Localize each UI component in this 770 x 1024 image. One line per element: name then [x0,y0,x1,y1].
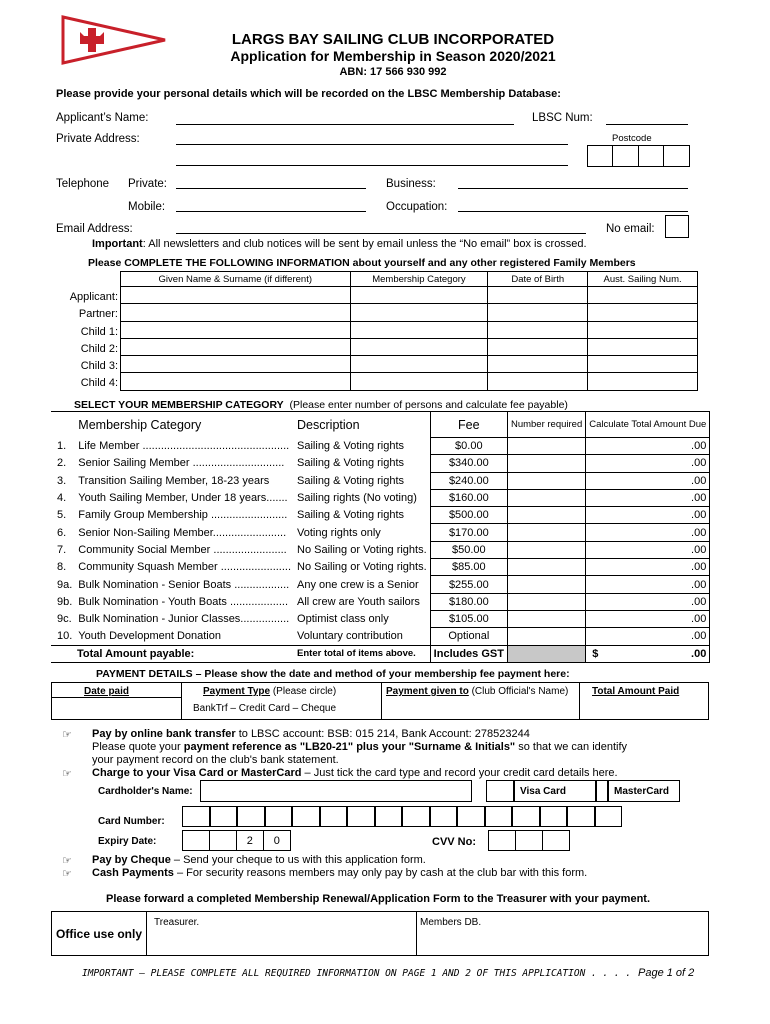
category-fee: $0.00 [430,438,507,455]
cell[interactable] [121,356,351,373]
table-row [51,524,710,541]
category-description: Sailing rights (No voting) [297,492,417,505]
table-row [51,628,710,645]
total-amount-input[interactable]: .00 [586,455,710,472]
number-required-input[interactable] [507,593,585,610]
row-number: 8. [57,561,67,574]
cell[interactable] [588,338,698,355]
mastercard-label: MasterCard [614,786,670,797]
membership-category-table [51,411,710,663]
cell[interactable] [588,373,698,390]
category-description: Sailing & Voting rights [297,457,405,470]
divider [381,682,382,720]
office-use-label: Office use only [56,927,143,941]
cardholder-input[interactable] [200,780,472,802]
row-label-child-2: Child 2: [80,342,118,355]
cell[interactable] [350,321,488,338]
card-number-box[interactable] [595,806,623,827]
club-burgee-logo [60,14,168,66]
col-fee: Fee [430,412,507,438]
occupation-label: Occupation: [386,201,448,213]
category-fee: $170.00 [430,524,507,541]
col-description: Description [294,412,430,438]
mastercard-checkbox[interactable] [596,780,608,802]
number-required-input[interactable] [507,610,585,627]
table-row [121,373,698,390]
total-amount-input[interactable]: .00 [586,438,710,455]
postcode-box-4[interactable] [663,145,690,167]
pointing-hand-icon: ☞ [62,867,72,880]
total-amount-input[interactable]: .00 [586,576,710,593]
footer-important: IMPORTANT – PLEASE COMPLETE ALL REQUIRED INFORMATION ON PAGE 1 AND 2 OF THIS APPLICATION . . . . [82,968,632,979]
category-name: Bulk Nomination - Senior Boats .................. [78,578,290,591]
bank-text: to LBSC account: BSB: 015 214, Bank Account: 278523244 [235,728,530,740]
expiry-text: Expiry Date [98,836,154,847]
postcode-box-2[interactable] [612,145,639,167]
cardholder-label: Cardholder's Name: [98,786,193,797]
private-phone-input[interactable] [176,188,366,189]
no-email-label: No email: [606,223,655,235]
expiry-box-1[interactable] [182,830,210,851]
card-number-box[interactable] [182,806,210,827]
category-description: Any one crew is a Senior [297,578,419,591]
cell[interactable] [121,287,351,304]
family-row-labels [56,289,118,393]
category-fee: $500.00 [430,507,507,524]
category-fee: $180.00 [430,593,507,610]
cell[interactable] [588,321,698,338]
address-line-1[interactable] [176,144,568,145]
cell[interactable] [121,373,351,390]
mobile-label: Mobile: [128,201,166,213]
table-row [121,321,698,338]
row-label-partner: Partner: [78,308,118,321]
category-name: Bulk Nomination - Youth Boats ................... [78,595,289,608]
includes-gst: Includes GST [430,645,507,662]
total-amount-input[interactable]: .00 [586,628,710,645]
cardholder-text: Cardholder's Name [98,786,190,797]
members-db-label: Members DB. [420,917,482,928]
col-date-of-birth: Date of Birth [488,272,588,287]
table-row [51,455,710,472]
card-number-box[interactable] [485,806,513,827]
page-number: Page 1 of 2 [638,967,695,979]
total-label: Total Amount payable: [51,645,294,662]
cell[interactable] [488,373,588,390]
expiry-label: Expiry Date: [98,836,157,847]
cell[interactable] [350,356,488,373]
total-amount-input[interactable]: .00 [586,472,710,489]
category-description: Sailing & Voting rights [297,474,405,487]
lbsc-num-label: LBSC Num: [532,112,593,124]
category-description: Optimist class only [297,613,389,626]
category-fee: $240.00 [430,472,507,489]
table-row [51,489,710,506]
divider [146,911,147,956]
row-label-child-1: Child 1: [80,325,118,338]
cvv-label: CVV No: [432,836,477,848]
personal-intro: Please provide your personal details which will be recorded on the LBSC Membership Database: [56,88,561,100]
telephone-label: Telephone [56,178,110,190]
row-number: 6. [57,526,67,539]
category-name: Family Group Membership ......................... [78,509,288,522]
card-number-box[interactable] [375,806,403,827]
card-number-box[interactable] [512,806,540,827]
cell[interactable] [121,321,351,338]
total-amount-input[interactable]: .00 [586,610,710,627]
col-membership-category: Membership Category [350,272,488,287]
number-required-input[interactable] [507,489,585,506]
category-heading-line [74,399,568,411]
table-row [51,610,710,627]
total-value: .00 [691,647,707,660]
lbsc-num-input[interactable] [606,124,688,125]
row-number: 5. [57,509,67,522]
row-number: 7. [57,543,67,556]
important-text: : All newsletters and club notices will be sent by email unless the “No email” box is crossed. [142,238,587,250]
cell[interactable] [350,287,488,304]
cash-bold: Cash Payments [92,867,174,879]
cvv-box-3[interactable] [542,830,570,851]
postcode-box-1[interactable] [587,145,613,167]
category-fee: $50.00 [430,541,507,558]
category-name: Senior Non-Sailing Member........................ [78,526,287,539]
number-required-input[interactable] [507,438,585,455]
cash-text: – For security reasons members may only pay by cash at the club bar with this form. [173,867,588,879]
category-name: Bulk Nomination - Junior Classes................ [78,613,290,626]
col-sailing-num: Aust. Sailing Num. [588,272,698,287]
payment-type-label [203,686,336,697]
row-label-child-4: Child 4: [80,377,118,390]
cheque-bold: Pay by Cheque [92,854,171,866]
card-line [92,767,618,779]
category-description: Voluntary contribution [297,630,403,643]
number-required-input[interactable] [507,576,585,593]
given-to-note: (Club Official's Name) [468,686,569,697]
pointing-hand-icon: ☞ [62,767,72,780]
cell[interactable] [588,304,698,321]
card-number-box[interactable] [265,806,293,827]
category-fee: $160.00 [430,489,507,506]
quote-bold: payment reference as "LB20-21" plus your "Surname & Initials" [183,741,516,753]
private-phone-label: Private: [128,178,167,190]
total-grey-cell [507,645,585,662]
cell[interactable] [488,304,588,321]
category-fee: $105.00 [430,610,507,627]
category-name: Life Member ................................................ [78,440,290,453]
card-text: – Just tick the card type and record your credit card details here. [301,767,618,779]
row-number: 3. [57,474,67,487]
address-line-2[interactable] [176,165,568,166]
payment-type: Payment Type [203,686,271,697]
row-number: 1. [57,440,67,453]
cheque-line [92,854,426,866]
email-input[interactable] [176,233,586,234]
cell[interactable] [488,338,588,355]
category-description: Sailing & Voting rights [297,509,405,522]
number-required-input[interactable] [507,524,585,541]
category-name: Senior Sailing Member .............................. [78,457,285,470]
number-required-input[interactable] [507,559,585,576]
total-amount-input[interactable]: .00 [586,489,710,506]
row-number: 9a. [57,578,73,591]
card-number-box[interactable] [292,806,320,827]
expiry-box-4[interactable]: 0 [263,830,291,851]
number-required-input[interactable] [507,628,585,645]
no-email-checkbox[interactable] [665,215,689,238]
office-use-box [51,911,709,956]
postcode-label: Postcode [612,133,652,144]
table-row [121,356,698,373]
table-row [51,541,710,558]
number-required-input[interactable] [507,507,585,524]
category-description: Sailing & Voting rights [297,440,405,453]
card-number-box[interactable] [457,806,485,827]
number-required-input[interactable] [507,472,585,489]
total-amount-input[interactable]: .00 [586,593,710,610]
abn: ABN: 17 566 930 992 [339,66,447,78]
treasurer-label: Treasurer. [154,917,200,928]
cell[interactable] [121,338,351,355]
applicant-name-input[interactable] [176,124,514,125]
table-row [51,593,710,610]
cheque-text: – Send your cheque to us with this application form. [170,854,426,866]
total-currency: $ [592,647,599,660]
cell[interactable] [350,304,488,321]
total-note: Enter total of items above. [294,645,430,662]
number-required-input[interactable] [507,541,585,558]
visa-label: Visa Card [520,786,566,797]
table-row [51,576,710,593]
category-name: Youth Sailing Member, Under 18 years....... [78,492,288,505]
row-number: 9c. [57,613,72,626]
category-name: Community Social Member ........................ [78,543,287,556]
table-row [51,559,710,576]
quote-line [92,741,627,753]
given-to: Payment given to [386,686,469,697]
row-number: 10. [57,630,73,643]
total-amount-input[interactable]: .00 [586,524,710,541]
payment-options[interactable]: BankTrf – Credit Card – Cheque [193,703,337,714]
cell[interactable] [488,321,588,338]
card-number-box[interactable] [402,806,430,827]
cash-line [92,867,587,879]
category-heading: SELECT YOUR MEMBERSHIP CATEGORY [74,399,284,411]
bank-bold: Pay by online bank transfer [92,728,236,740]
table-row [51,507,710,524]
card-bold: Charge to your Visa Card or MasterCard [92,767,302,779]
card-number-box[interactable] [347,806,375,827]
business-phone-input[interactable] [458,188,688,189]
col-total: Calculate Total Amount Due [586,412,710,438]
business-phone-label: Business: [386,178,436,190]
cell[interactable] [588,356,698,373]
given-to-label [386,686,568,697]
cell[interactable] [350,373,488,390]
divider [579,682,580,720]
divider [181,682,182,720]
table-row [121,338,698,355]
row-number: 4. [57,492,67,505]
expiry-box-2[interactable] [209,830,237,851]
table-row [121,304,698,321]
category-name: Transition Sailing Member, 18-23 years [78,474,270,487]
col-category: Membership Category [75,412,294,438]
total-amount-input[interactable]: .00 [586,559,710,576]
payment-heading: PAYMENT DETAILS – Please show the date and method of your membership fee payment here: [96,668,570,680]
col-given-name: Given Name & Surname (if different) [121,272,351,287]
category-name: Youth Development Donation [78,630,221,643]
private-address-label: Private Address: [56,133,140,145]
card-number-box[interactable] [567,806,595,827]
important-note [92,238,587,250]
mobile-input[interactable] [176,211,366,212]
important-label: Important [92,238,143,250]
category-description: All crew are Youth sailors [297,595,420,608]
club-name: LARGS BAY SAILING CLUB INCORPORATED [231,31,555,48]
category-heading-note: (Please enter number of persons and calculate fee payable) [289,399,568,411]
expiry-box-3[interactable]: 2 [236,830,264,851]
table-row [121,287,698,304]
applicant-name-label: Applicant’s Name: [56,112,149,124]
row-number: 9b. [57,595,73,608]
cell[interactable] [121,304,351,321]
postcode-box-3[interactable] [638,145,664,167]
category-fee: $85.00 [430,559,507,576]
card-number-box[interactable] [210,806,238,827]
total-amount-input[interactable]: .00 [586,507,710,524]
divider [416,911,417,956]
pointing-hand-icon: ☞ [62,854,72,867]
payment-type-note: (Please circle) [270,686,337,697]
card-number-label: Card Number: [98,816,165,827]
forward-note: Please forward a completed Membership Renewal/Application Form to the Treasurer with your payment. [106,893,651,905]
total-paid-label: Total Amount Paid [592,686,680,697]
form-title: Application for Membership in Season 2020/2021 [230,48,556,64]
category-fee: $340.00 [430,455,507,472]
card-number-box[interactable] [237,806,265,827]
category-description: No Sailing or Voting rights. [297,543,427,556]
cell[interactable] [588,287,698,304]
category-description: Voting rights only [297,526,381,539]
bank-transfer-line [92,728,530,740]
row-label-applicant: Applicant: [69,291,118,303]
cvv-text: CVV No [432,836,473,848]
cell[interactable] [350,338,488,355]
quote-line-3: your payment record on the club's bank statement. [92,754,339,766]
family-members-table [120,271,698,391]
card-number-text: Card Number [98,816,162,827]
total-amount-input[interactable]: .00 [586,541,710,558]
card-number-box[interactable] [540,806,568,827]
cell[interactable] [488,287,588,304]
cvv-box-1[interactable] [488,830,516,851]
pointing-hand-icon: ☞ [62,728,72,741]
table-row [51,472,710,489]
category-name: Community Squash Member ....................... [78,561,292,574]
number-required-input[interactable] [507,455,585,472]
cvv-box-2[interactable] [515,830,543,851]
date-paid-label: Date paid [84,686,130,697]
category-fee: $255.00 [430,576,507,593]
category-description: No Sailing or Voting rights. [297,561,427,574]
email-label: Email Address: [56,223,133,235]
col-number: Number required [507,412,585,438]
occupation-input[interactable] [458,211,688,212]
quote-text-1: Please quote your [92,741,184,753]
table-row [51,438,710,455]
card-number-box[interactable] [320,806,348,827]
visa-checkbox[interactable] [486,780,514,802]
category-fee: Optional [430,628,507,645]
grand-total[interactable] [586,645,710,662]
family-heading: Please COMPLETE THE FOLLOWING INFORMATION about yourself and any other registered Family Members [88,257,636,269]
cell[interactable] [488,356,588,373]
row-number: 2. [57,457,67,470]
row-label-child-3: Child 3: [80,360,118,373]
card-number-box[interactable] [430,806,458,827]
quote-text-2: so that we can identify [515,741,628,753]
